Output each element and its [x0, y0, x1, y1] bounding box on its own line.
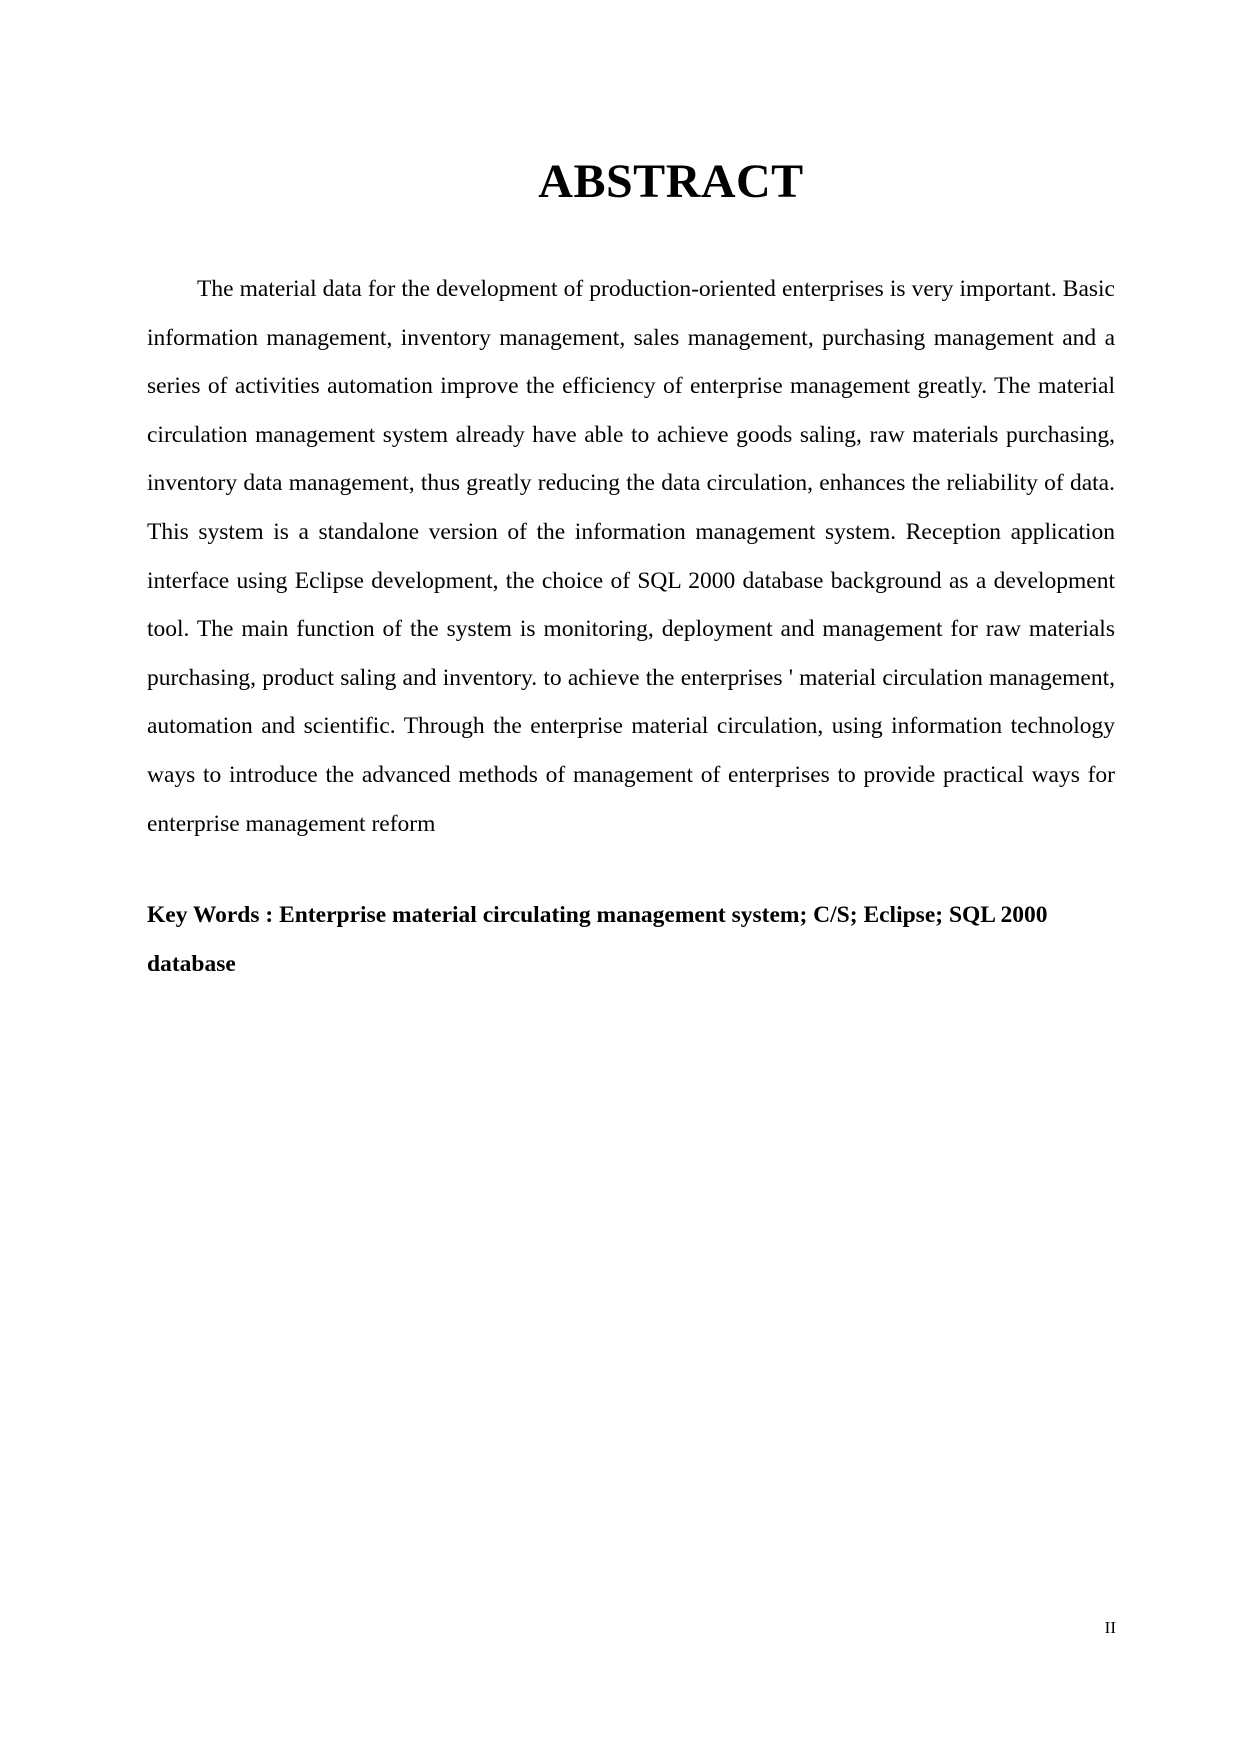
page-title: ABSTRACT — [538, 155, 804, 208]
keywords-text: Enterprise material circulating management system; C/S; Eclipse; SQL 2000 database — [147, 902, 1048, 977]
page-number: II — [1104, 1618, 1116, 1637]
keywords-line — [147, 891, 1115, 988]
keywords-label: Key Words : — [147, 902, 280, 928]
abstract-paragraph: The material data for the development of production-oriented enterprises is very important. Basic information management, inventory management, sales management, purchasing management and a series of activities automation improve the efficiency of enterprise management greatly. The material circulation management system already have able to achieve goods saling, raw materials purchasing, inventory data management, thus greatly reducing the data circulation, enhances the reliability of data. This system is a standalone version of the information management system. Reception application interface using Eclipse development, the choice of SQL 2000 database background as a development tool. The main function of the system is monitoring, deployment and management for raw materials purchasing, product saling and inventory. to achieve the enterprises ' material circulation management, automation and scientific. Through the enterprise material circulation, using information technology ways to introduce the advanced methods of management of enterprises to provide practical ways for enterprise management reform — [147, 276, 1115, 837]
